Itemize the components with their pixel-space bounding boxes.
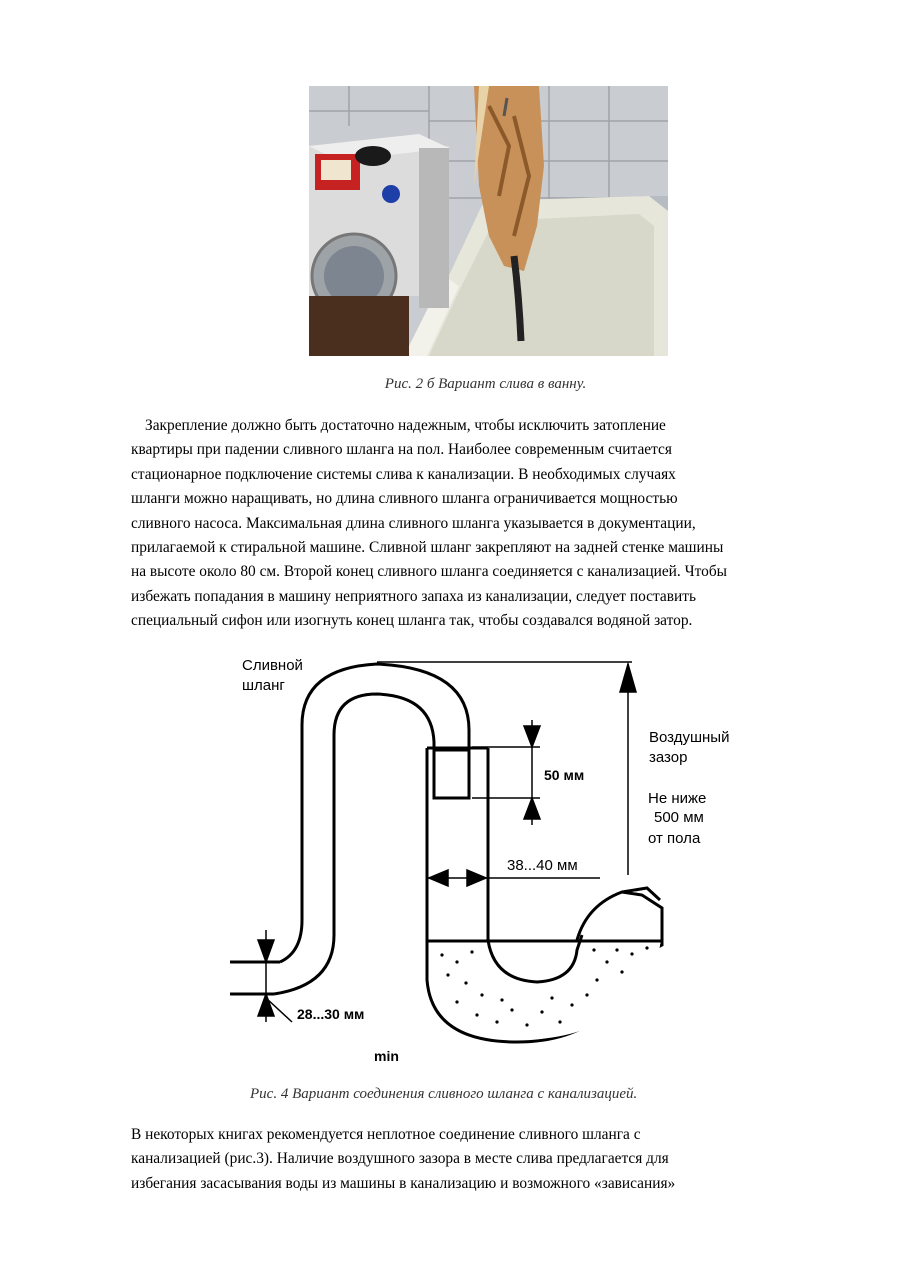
text-line: избежать попадания в машину неприятного запаха из канализации, следует поставить bbox=[131, 587, 697, 605]
label-min-height: от пола bbox=[648, 830, 701, 847]
dimension-28-30mm: 28...30 мм bbox=[297, 1006, 365, 1022]
text-line: прилагаемой к стиральной машине. Сливной шланг закрепляют на задней стенке машины bbox=[131, 539, 724, 557]
text-line: квартиры при падении сливного шланга на пол. Наиболее современным считается bbox=[131, 441, 672, 459]
text-line: В некоторых книгах рекомендуется неплотное соединение сливного шланга с bbox=[131, 1126, 641, 1143]
figure-caption-photo: Рис. 2 б Вариант слива в ванну. bbox=[384, 376, 587, 392]
label-drain-hose: Сливной bbox=[242, 657, 303, 674]
label-air-gap: зазор bbox=[649, 749, 688, 766]
photo-illustration bbox=[309, 86, 668, 356]
text-line: на высоте около 80 см. Второй конец сливного шланга соединяется с канализацией. Чтобы bbox=[131, 563, 728, 581]
paragraph-air-gap bbox=[131, 1123, 851, 1196]
text-line: сливного насоса. Максимальная длина сливного шланга указывается в документации, bbox=[131, 514, 696, 532]
text-line: стационарное подключение системы слива к канализации. В необходимых случаях bbox=[131, 465, 676, 483]
dimension-50mm: 50 мм bbox=[544, 767, 585, 783]
paragraph-hose-installation bbox=[131, 414, 851, 634]
label-min-height: 500 мм bbox=[654, 809, 704, 826]
label-min-height: Не ниже bbox=[648, 790, 707, 807]
text-line: специальный сифон или изогнуть конец шланга так, чтобы создавался водяной затор. bbox=[131, 612, 693, 630]
label-drain-hose: шланг bbox=[242, 677, 285, 694]
text-line: Закрепление должно быть достаточно надежным, чтобы исключить затопление bbox=[145, 417, 666, 434]
text-line: канализацией (рис.3). Наличие воздушного зазора в месте слива предлагается для bbox=[131, 1150, 669, 1168]
text-line: шланги можно наращивать, но длина сливного шланга ограничивается мощностью bbox=[131, 490, 678, 508]
dimension-38-40mm: 38...40 мм bbox=[507, 857, 578, 874]
label-air-gap: Воздушный bbox=[649, 729, 730, 746]
figure-caption-diagram: Рис. 4 Вариант соединения сливного шланга с канализацией. bbox=[250, 1086, 638, 1102]
drain-siphon-diagram bbox=[222, 650, 782, 1070]
washing-machine-drain-photo bbox=[309, 86, 668, 356]
text-line: избегания засасывания воды из машины в канализацию и возможного «зависания» bbox=[131, 1174, 676, 1192]
label-min: min bbox=[374, 1048, 399, 1064]
